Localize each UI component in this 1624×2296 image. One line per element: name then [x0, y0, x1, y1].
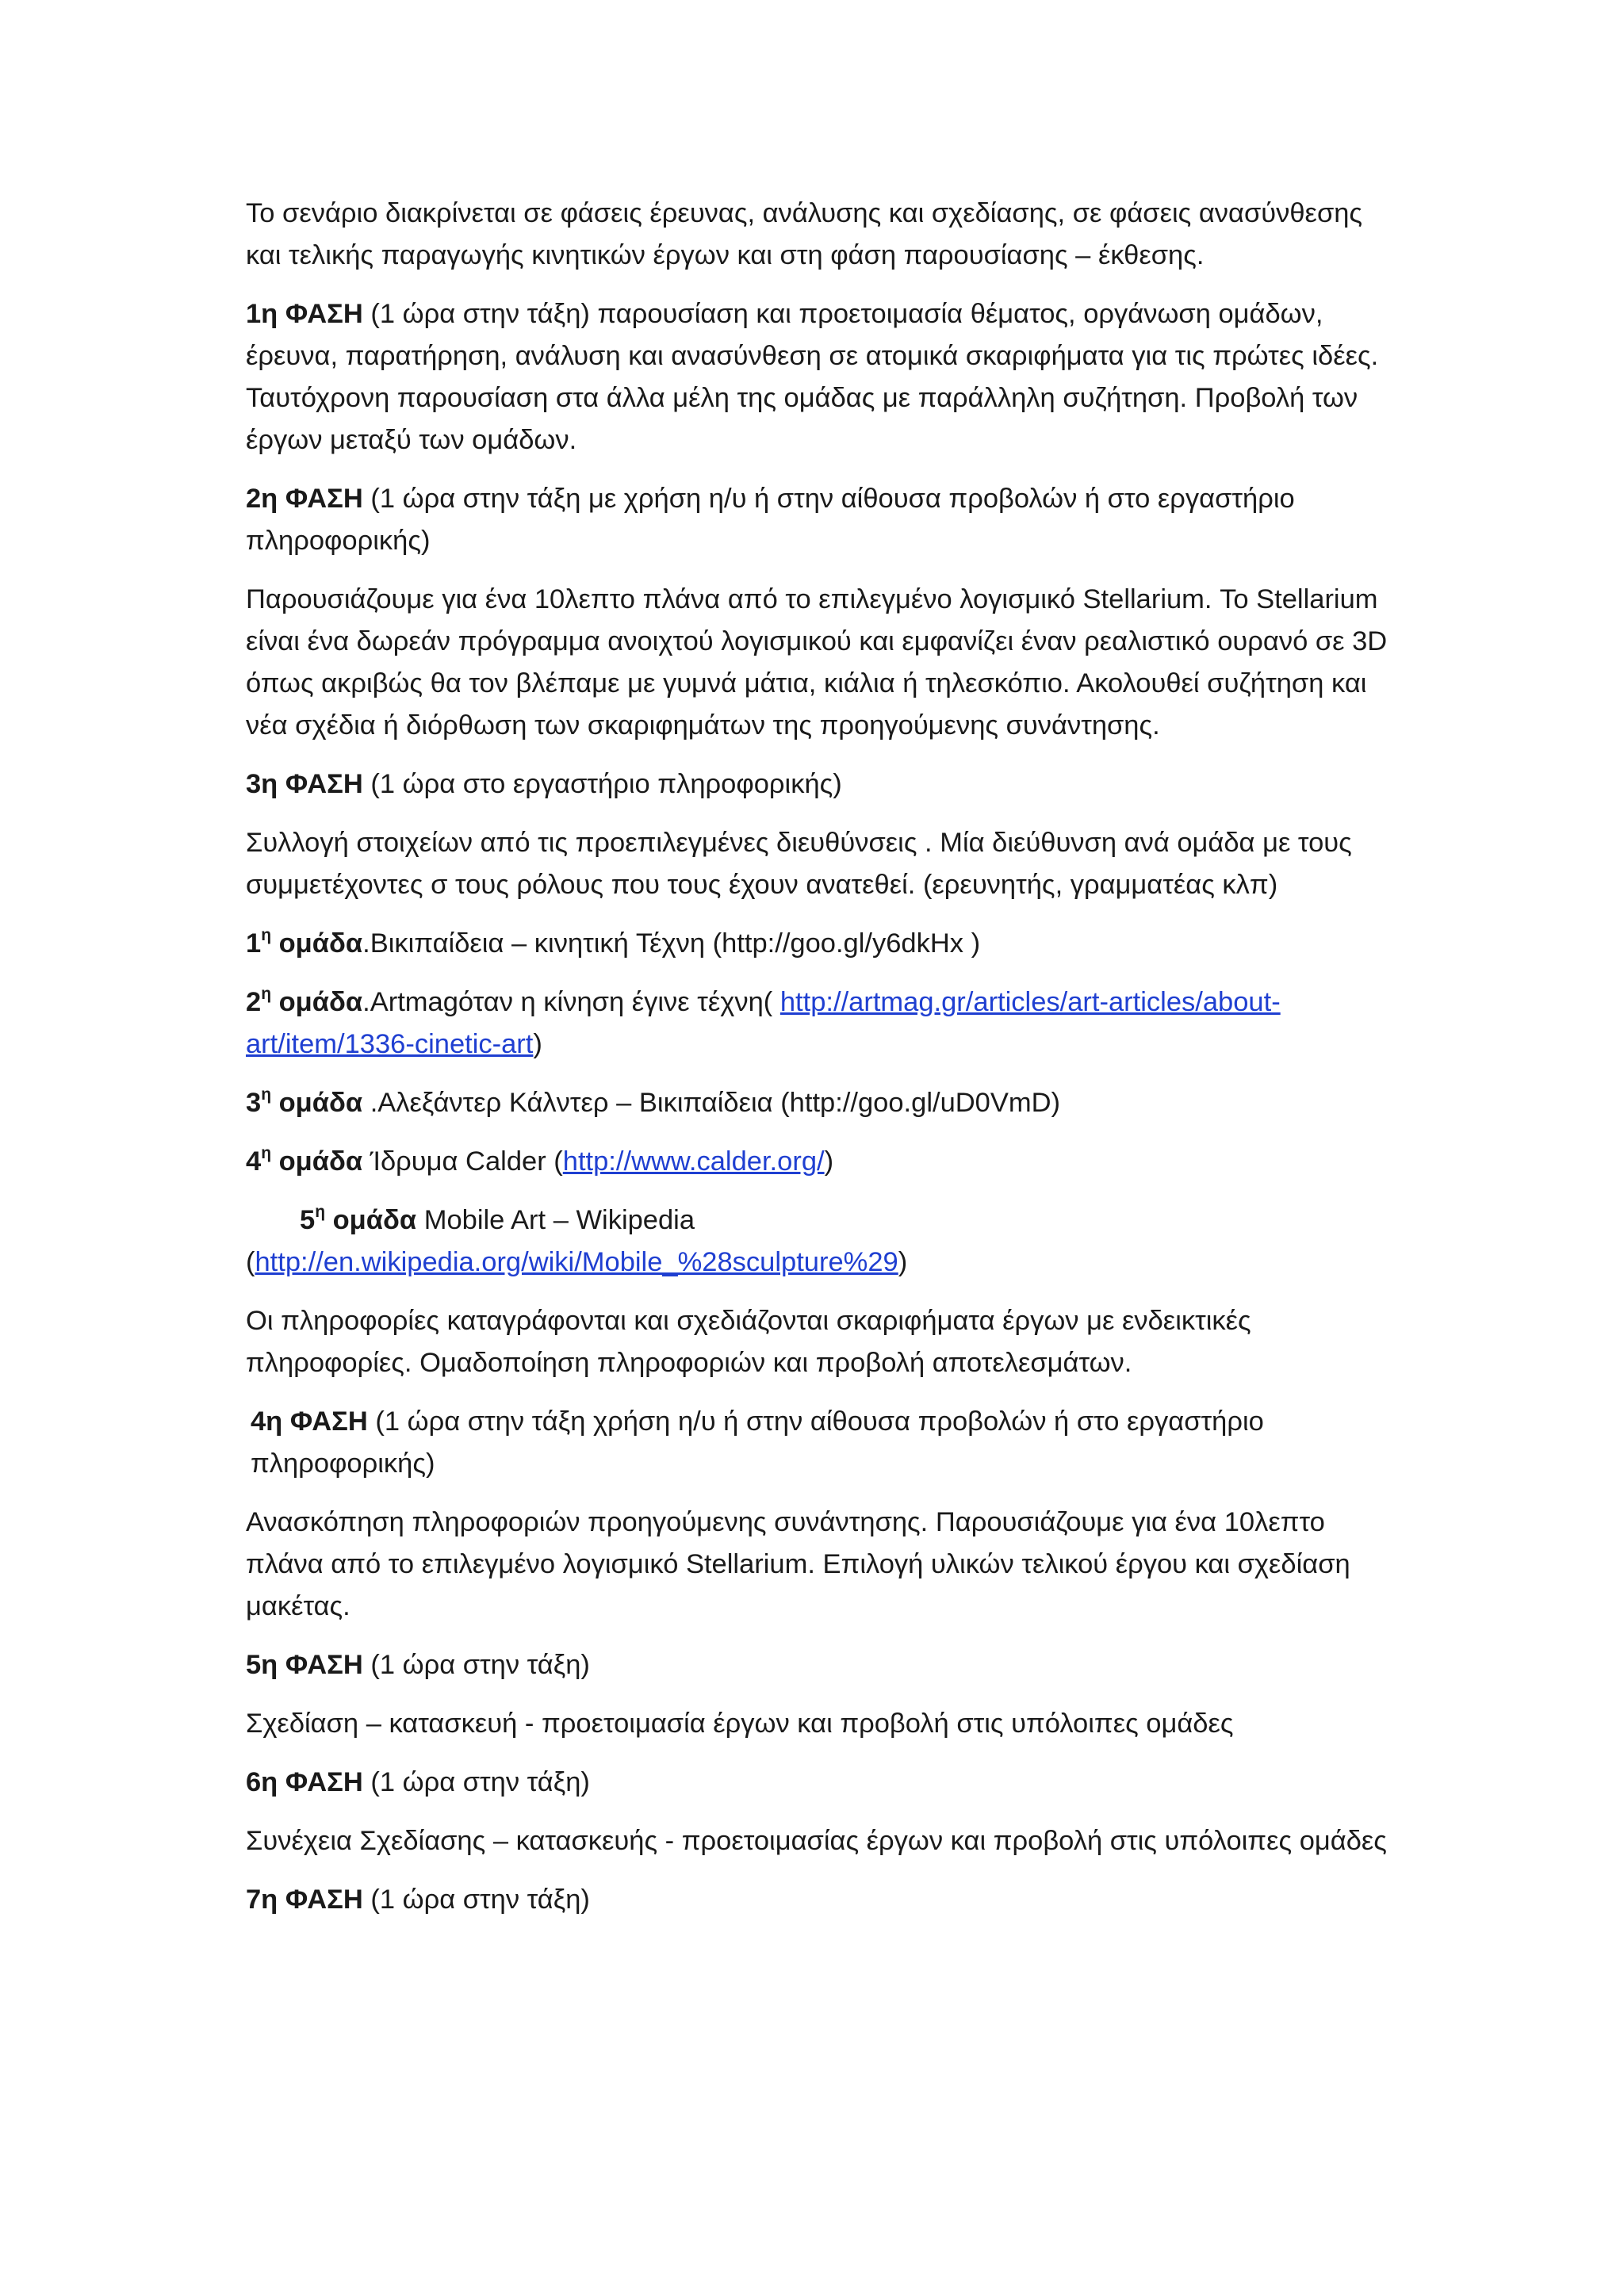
group-5-label: $5^\eta$ ομάδα — [300, 1202, 417, 1235]
phase-2-heading: 2η ΦΑΣΗ — [246, 484, 363, 514]
phase-3-text: (1 ώρα στο εργαστήριο πληροφορικής) — [362, 769, 842, 799]
group-4-text: Ίδρυμα Calder ( — [362, 1146, 563, 1177]
phase-6-body: Συνέχεια Σχεδίασης – κατασκευής - προετοιμασίας έργων και προβολή στις υπόλοιπες ομάδες — [246, 1826, 1387, 1856]
phase-1-paragraph — [246, 293, 1388, 461]
phase-2-body: Παρουσιάζουμε για ένα 10λεπτο πλάνα από το επιλεγμένο λογισμικό Stellarium. Το Stellarium είναι ένα δωρεάν πρόγραμμα ανοιχτού λογισμικού και εμφανίζει έναν ρεαλιστικό ουρανό σε 3D όπως ακριβώς θα τον βλέπαμε με γυμνά μάτια, κιάλια ή τηλεσκόπιο. Ακολουθεί συζήτηση και νέα σχέδια ή διόρθωση των σκαριφημάτων της προηγούμενης συνάντησης. — [246, 584, 1388, 740]
group-1-item — [246, 923, 1388, 965]
group-2-link[interactable]: http://artmag.gr/articles/art-articles/about- art/item/1336-cinetic-art — [246, 987, 1281, 1059]
phase-6-heading: 6η ΦΑΣΗ — [246, 1767, 363, 1797]
phase-1-heading: 1η ΦΑΣΗ — [246, 299, 363, 329]
group-1-label: $1^\eta$ ομάδα — [246, 925, 363, 959]
group-3-item — [246, 1082, 1388, 1124]
phase-6-heading-paragraph — [246, 1762, 1388, 1804]
phase-3-heading: 3η ΦΑΣΗ — [246, 769, 363, 799]
group-1-text: .Βικιπαίδεια – κινητική Τέχνη (http://goo.gl/y6dkHx ) — [362, 928, 981, 959]
phase-4-heading: 4η ΦΑΣΗ — [251, 1406, 368, 1437]
group-4-item: $4^\eta$ ομάδα Ίδρυμα Calder (http://www.calder.org/) — [246, 1143, 834, 1177]
phase-3-body: Συλλογή στοιχείων από τις προεπιλεγμένες διευθύνσεις . Μία διεύθυνση ανά ομάδα με τους συμμετέχοντες σ τους ρόλους που τους έχουν ανατεθεί. (ερευνητής, γραμματέας κλπ) — [246, 828, 1352, 900]
document-body — [246, 193, 1388, 1938]
phase-5-body: Σχεδίαση – κατασκευή - προετοιμασία έργων και προβολή στις υπόλοιπες ομάδες — [246, 1709, 1234, 1739]
group-4-link[interactable]: http://www.calder.org/ — [562, 1146, 825, 1177]
group-3-text: .Αλεξάντερ Κάλντερ – Βικιπαίδεια (http://goo.gl/uD0VmD) — [362, 1088, 1061, 1118]
phase-3-result: Οι πληροφορίες καταγράφονται και σχεδιάζονται σκαριφήματα έργων με ενδεικτικές πληροφορίες. Ομαδοποίηση πληροφοριών και προβολή αποτελεσμάτων. — [246, 1306, 1251, 1378]
group-2-label: $2^\eta$ ομάδα — [246, 984, 363, 1017]
phase-7-heading: 7η ΦΑΣΗ — [246, 1885, 363, 1915]
phase-2-heading-paragraph — [246, 478, 1388, 562]
group-5-link[interactable]: http://en.wikipedia.org/wiki/Mobile_%28sculpture%29 — [255, 1247, 898, 1277]
phase-5-heading-paragraph — [246, 1644, 1388, 1686]
group-2-item: $2^\eta$ ομάδα.Artmagόταν η κίνηση έγινε τέχνη( http://artmag.gr/articles/art-articles/about- art/item/1336-cinetic-art) — [246, 984, 1281, 1059]
group-5-item: $5^\eta$ ομάδα Mobile Art – Wikipedia (http://en.wikipedia.org/wiki/Mobile_%28sculpture%29) — [246, 1202, 908, 1277]
phase-3-heading-paragraph — [246, 763, 1388, 806]
phase-5-text: (1 ώρα στην τάξη) — [362, 1650, 590, 1680]
group-4-label: $4^\eta$ ομάδα — [246, 1143, 363, 1177]
phase-4-text: (1 ώρα στην τάξη χρήση η/υ ή στην αίθουσα προβολών ή στο εργαστήριο πληροφορικής) — [251, 1406, 1264, 1479]
phase-1-text: (1 ώρα στην τάξη) παρουσίαση και προετοιμασία θέματος, οργάνωση ομάδων, έρευνα, παρατήρηση, ανάλυση και ανασύνθεση σε ατομικά σκαριφήματα για τις πρώτες ιδέες. Ταυτόχρονη παρουσίαση στα άλλα μέλη της ομάδας με παράλληλη συζήτηση. Προβολή των έργων μεταξύ των ομάδων. — [246, 299, 1379, 455]
phase-2-text: (1 ώρα στην τάξη με χρήση η/υ ή στην αίθουσα προβολών ή στο εργαστήριο πληροφορικής) — [246, 484, 1295, 556]
group-5-text: Mobile Art – Wikipedia — [416, 1205, 695, 1235]
group-3-label: $3^\eta$ ομάδα — [246, 1085, 363, 1118]
phase-4-body: Ανασκόπηση πληροφοριών προηγούμενης συνάντησης. Παρουσιάζουμε για ένα 10λεπτο πλάνα από το επιλεγμένο λογισμικό Stellarium. Επιλογή υλικών τελικού έργου και σχεδίαση μακέτας. — [246, 1507, 1350, 1621]
intro-paragraph: Το σενάριο διακρίνεται σε φάσεις έρευνας, ανάλυσης και σχεδίασης, σε φάσεις ανασύνθεσης και τελικής παραγωγής κινητικών έργων και στη φάση παρουσίασης – έκθεσης. — [246, 198, 1363, 270]
phase-7-heading-paragraph — [246, 1879, 1388, 1921]
group-2-text: .Artmagόταν η κίνηση έγινε τέχνη( — [362, 987, 780, 1017]
phase-7-text: (1 ώρα στην τάξη) — [362, 1885, 590, 1915]
phase-5-heading: 5η ΦΑΣΗ — [246, 1650, 363, 1680]
phase-6-text: (1 ώρα στην τάξη) — [362, 1767, 590, 1797]
phase-4-heading-paragraph — [246, 1401, 1388, 1485]
